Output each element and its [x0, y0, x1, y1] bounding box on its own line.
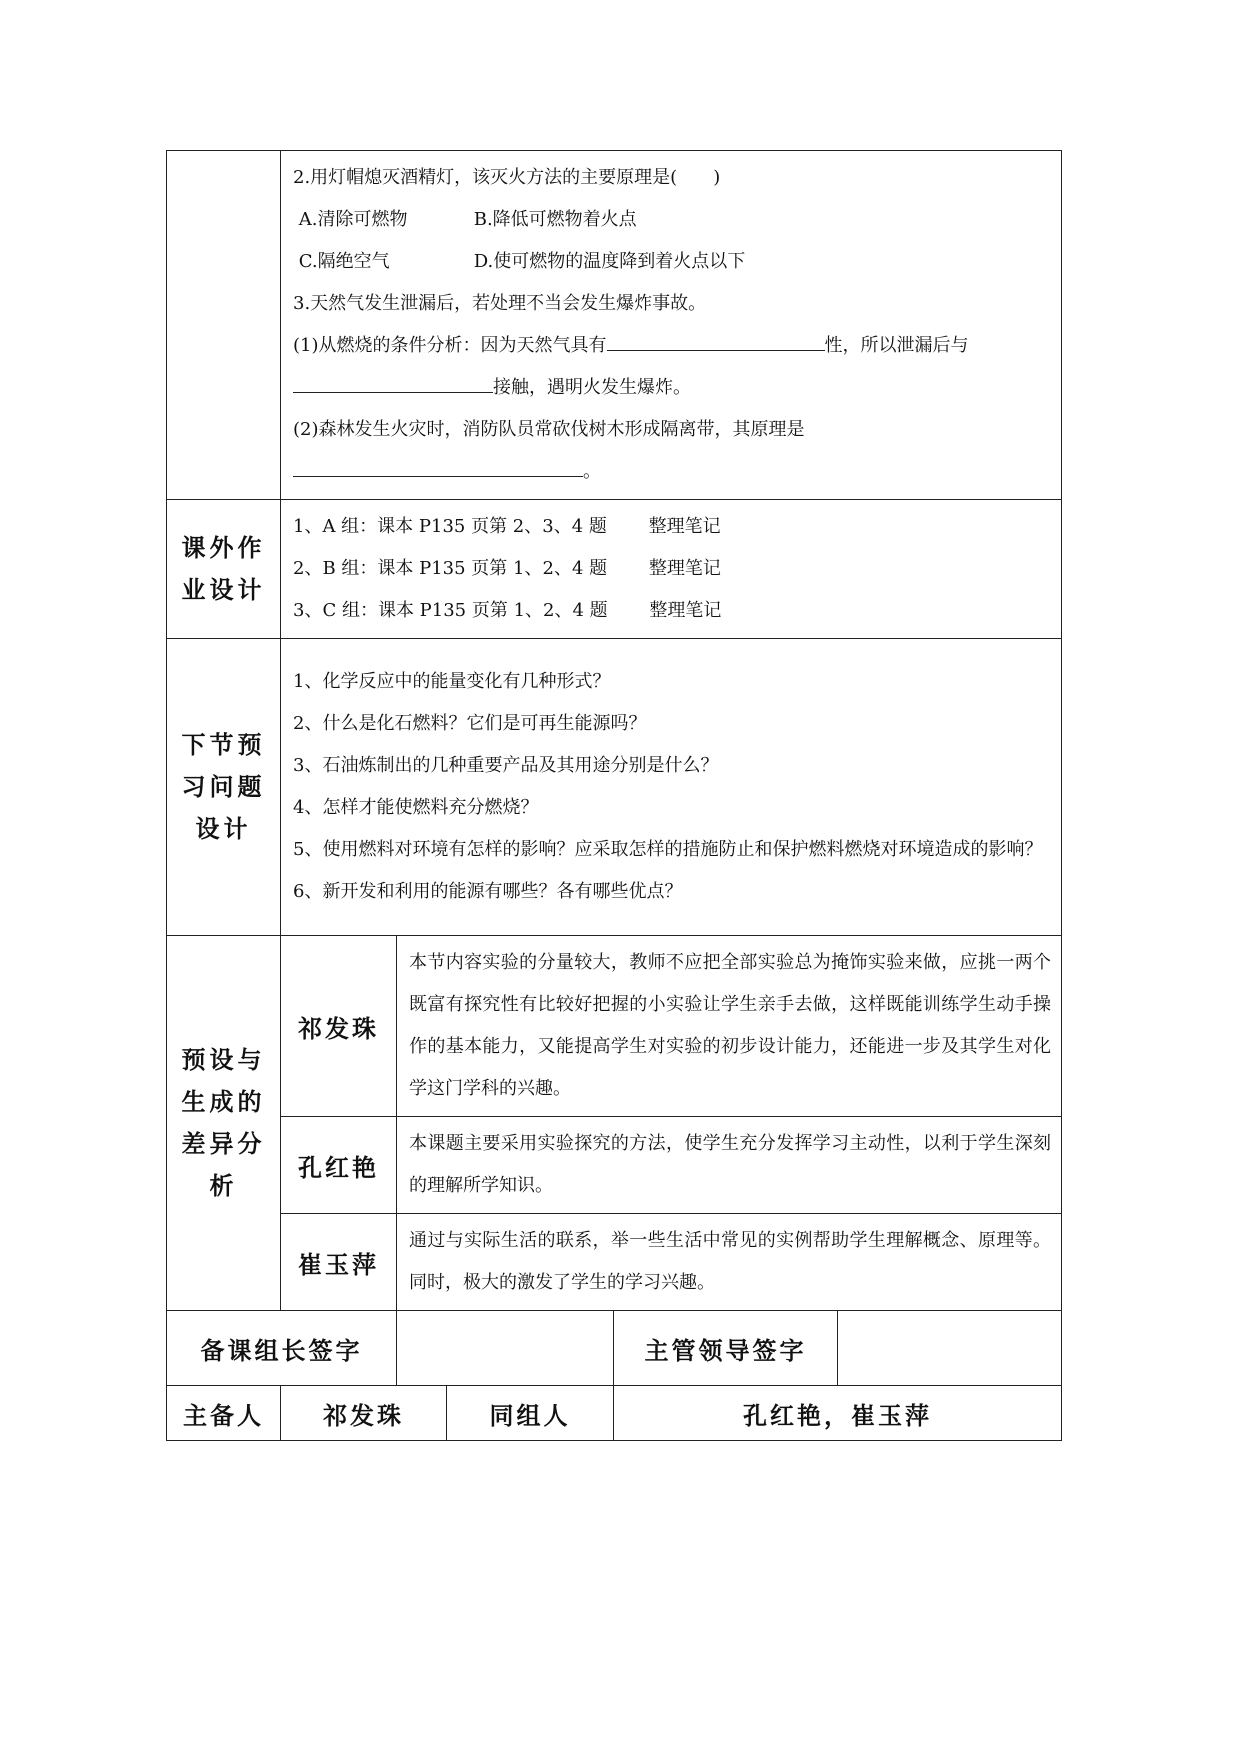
preview-label: 下节预习问题设计: [167, 639, 281, 936]
lesson-plan-sheet: [166, 150, 1061, 1441]
q3-part1-text-b: 性，所以泄漏后与: [824, 335, 969, 356]
analysis-row-2: [167, 1117, 1062, 1214]
homework-item-2: 2、B 组：课本 P135 页第 1、2、4 题 整理笔记: [293, 558, 721, 579]
exercise-label-cell: [167, 151, 281, 500]
staff-row: [167, 1386, 1062, 1441]
analysis-label: 预设与生成的差异分析: [167, 936, 281, 1311]
q3-blank-1: [607, 326, 825, 351]
group-members-label: 同组人: [447, 1386, 614, 1441]
q3-part1-text-c: 接触，遇明火发生爆炸。: [493, 377, 691, 398]
supervisor-signature-field[interactable]: [838, 1311, 1062, 1386]
supervisor-signature-label: 主管领导签字: [614, 1311, 838, 1386]
preview-item-6: 6、新开发和利用的能源有哪些？各有哪些优点？: [293, 881, 683, 902]
leader-signature-field[interactable]: [397, 1311, 614, 1386]
q2-option-b: B.降低可燃物着火点: [473, 209, 637, 230]
analysis-name-1: 祁发珠: [281, 936, 397, 1117]
preview-item-5: 5、使用燃料对环境有怎样的影响？应采取怎样的措施防止和保护燃料燃烧对环境造成的影响？: [293, 839, 1043, 860]
q2-options-ab: [293, 199, 1051, 241]
q3-part1-line1: [293, 325, 1051, 367]
q3-part1-text-a: (1)从燃烧的条件分析：因为天然气具有: [293, 335, 607, 356]
q2-stem: 2.用灯帽熄灭酒精灯，该灭火方法的主要原理是( ): [293, 167, 721, 188]
preview-item-2: 2、什么是化石燃料？它们是可再生能源吗？: [293, 713, 647, 734]
analysis-text-2: 本课题主要采用实验探究的方法，使学生充分发挥学习主动性，以利于学生深刻的理解所学知识。: [397, 1117, 1062, 1214]
q3-blank-2: [293, 368, 493, 393]
q2-option-a: A.清除可燃物: [298, 209, 408, 230]
analysis-row-3: [167, 1214, 1062, 1311]
group-members-value: 孔红艳，崔玉萍: [614, 1386, 1062, 1441]
analysis-text-1: 本节内容实验的分量较大，教师不应把全部实验总为掩饰实验来做，应挑一两个既富有探究性有比较好把握的小实验让学生亲手去做，这样既能训练学生动手操作的基本能力，又能提高学生对实验的初步设计能力，还能进一步及其学生对化学这门学科的兴趣。: [397, 936, 1062, 1117]
preview-row: [167, 639, 1062, 936]
exercise-row: [167, 151, 1062, 500]
homework-item-1: 1、A 组：课本 P135 页第 2、3、4 题 整理笔记: [293, 516, 721, 537]
preview-content: [281, 639, 1062, 936]
main-preparer-label: 主备人: [167, 1386, 281, 1441]
analysis-text-3: 通过与实际生活的联系，举一些生活中常见的实例帮助学生理解概念、原理等。同时，极大的激发了学生的学习兴趣。: [397, 1214, 1062, 1311]
q3-part2-line1: (2)森林发生火灾时，消防队员常砍伐树木形成隔离带，其原理是: [293, 419, 805, 440]
homework-item-3: 3、C 组：课本 P135 页第 1、2、4 题 整理笔记: [293, 600, 722, 621]
q3-part2-line2: [293, 451, 1051, 493]
analysis-row-1: [167, 936, 1062, 1117]
q3-stem: 3.天然气发生泄漏后，若处理不当会发生爆炸事故。: [293, 293, 707, 314]
homework-content: [281, 500, 1062, 639]
q3-part1-line2: [293, 367, 1051, 409]
preview-item-1: 1、化学反应中的能量变化有几种形式？: [293, 671, 611, 692]
exercise-content: [281, 151, 1062, 500]
signature-row: [167, 1311, 1062, 1386]
analysis-name-3: 崔玉萍: [281, 1214, 397, 1311]
q2-option-c: C.隔绝空气: [298, 251, 390, 272]
q2-option-d: D.使可燃物的温度降到着火点以下: [473, 251, 746, 272]
q3-part2-end: 。: [583, 461, 601, 482]
leader-signature-label: 备课组长签字: [167, 1311, 397, 1386]
q3-blank-3: [293, 452, 583, 477]
q2-options-cd: [293, 241, 1051, 283]
analysis-name-2: 孔红艳: [281, 1117, 397, 1214]
homework-label: 课外作业设计: [167, 500, 281, 639]
lesson-plan-table: [166, 150, 1062, 1441]
main-preparer-value: 祁发珠: [281, 1386, 447, 1441]
preview-item-4: 4、怎样才能使燃料充分燃烧？: [293, 797, 539, 818]
preview-item-3: 3、石油炼制出的几种重要产品及其用途分别是什么？: [293, 755, 719, 776]
homework-row: [167, 500, 1062, 639]
